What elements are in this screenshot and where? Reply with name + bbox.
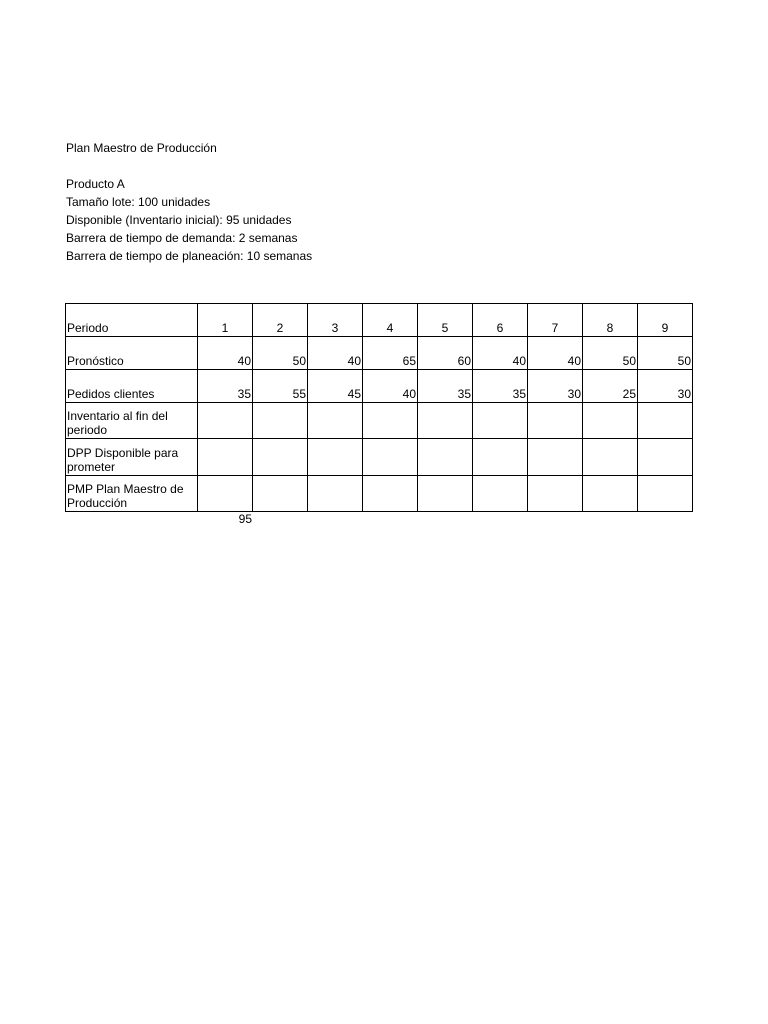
- value-cell: 60: [418, 337, 473, 370]
- period-header-cell: 7: [528, 304, 583, 337]
- value-cell: 50: [638, 337, 693, 370]
- product-name: Producto A: [66, 177, 125, 191]
- value-cell: 25: [583, 370, 638, 403]
- value-cell: [528, 439, 583, 476]
- value-cell: [308, 439, 363, 476]
- value-cell: 55: [253, 370, 308, 403]
- header-label-cell: Periodo: [66, 304, 198, 337]
- value-cell: 50: [583, 337, 638, 370]
- value-cell: [308, 476, 363, 512]
- value-cell: 35: [418, 370, 473, 403]
- period-header-cell: 4: [363, 304, 418, 337]
- value-cell: [363, 439, 418, 476]
- table-row: [66, 337, 693, 370]
- value-cell: [363, 476, 418, 512]
- value-cell: 40: [308, 337, 363, 370]
- available-inventory: Disponible (Inventario inicial): 95 unidades: [66, 213, 292, 227]
- row-label-cell: Inventario al fin del periodo: [66, 403, 198, 439]
- lot-size: Tamaño lote: 100 unidades: [66, 195, 211, 209]
- value-cell: [638, 439, 693, 476]
- value-cell: [418, 439, 473, 476]
- initial-inventory-value: 95: [238, 512, 252, 526]
- value-cell: [583, 476, 638, 512]
- value-cell: [473, 439, 528, 476]
- value-cell: [528, 403, 583, 439]
- value-cell: [198, 403, 253, 439]
- value-cell: 35: [198, 370, 253, 403]
- value-cell: [528, 476, 583, 512]
- document-header: [66, 139, 312, 265]
- table-row: [66, 476, 693, 512]
- value-cell: 40: [198, 337, 253, 370]
- row-label-cell: DPP Disponible para prometer: [66, 439, 198, 476]
- value-cell: [418, 403, 473, 439]
- table-row: [66, 439, 693, 476]
- value-cell: [473, 476, 528, 512]
- value-cell: [198, 439, 253, 476]
- row-label-cell: Pronóstico: [66, 337, 198, 370]
- planning-time-fence: Barrera de tiempo de planeación: 10 semanas: [66, 249, 313, 263]
- value-cell: 45: [308, 370, 363, 403]
- table-row: [66, 403, 693, 439]
- value-cell: [418, 476, 473, 512]
- value-cell: 30: [528, 370, 583, 403]
- period-header-cell: 8: [583, 304, 638, 337]
- value-cell: [308, 403, 363, 439]
- value-cell: 50: [253, 337, 308, 370]
- document-title: Plan Maestro de Producción: [66, 141, 217, 155]
- table-header-row: [66, 304, 693, 337]
- row-label-cell: PMP Plan Maestro de Producción: [66, 476, 198, 512]
- value-cell: 65: [363, 337, 418, 370]
- value-cell: [638, 476, 693, 512]
- period-header-cell: 1: [198, 304, 253, 337]
- spacer: [66, 157, 312, 175]
- value-cell: [253, 403, 308, 439]
- value-cell: 40: [363, 370, 418, 403]
- period-header-cell: 3: [308, 304, 363, 337]
- value-cell: 30: [638, 370, 693, 403]
- value-cell: 40: [473, 337, 528, 370]
- period-header-cell: 5: [418, 304, 473, 337]
- value-cell: [198, 476, 253, 512]
- table-row: [66, 370, 693, 403]
- row-label-cell: Pedidos clientes: [66, 370, 198, 403]
- value-cell: [638, 403, 693, 439]
- demand-time-fence: Barrera de tiempo de demanda: 2 semanas: [66, 231, 298, 245]
- period-header-cell: 9: [638, 304, 693, 337]
- value-cell: [583, 439, 638, 476]
- production-plan-table: [65, 303, 693, 512]
- period-header-cell: 2: [253, 304, 308, 337]
- value-cell: [473, 403, 528, 439]
- value-cell: [583, 403, 638, 439]
- value-cell: 40: [528, 337, 583, 370]
- value-cell: 35: [473, 370, 528, 403]
- value-cell: [253, 476, 308, 512]
- value-cell: [253, 439, 308, 476]
- value-cell: [363, 403, 418, 439]
- period-header-cell: 6: [473, 304, 528, 337]
